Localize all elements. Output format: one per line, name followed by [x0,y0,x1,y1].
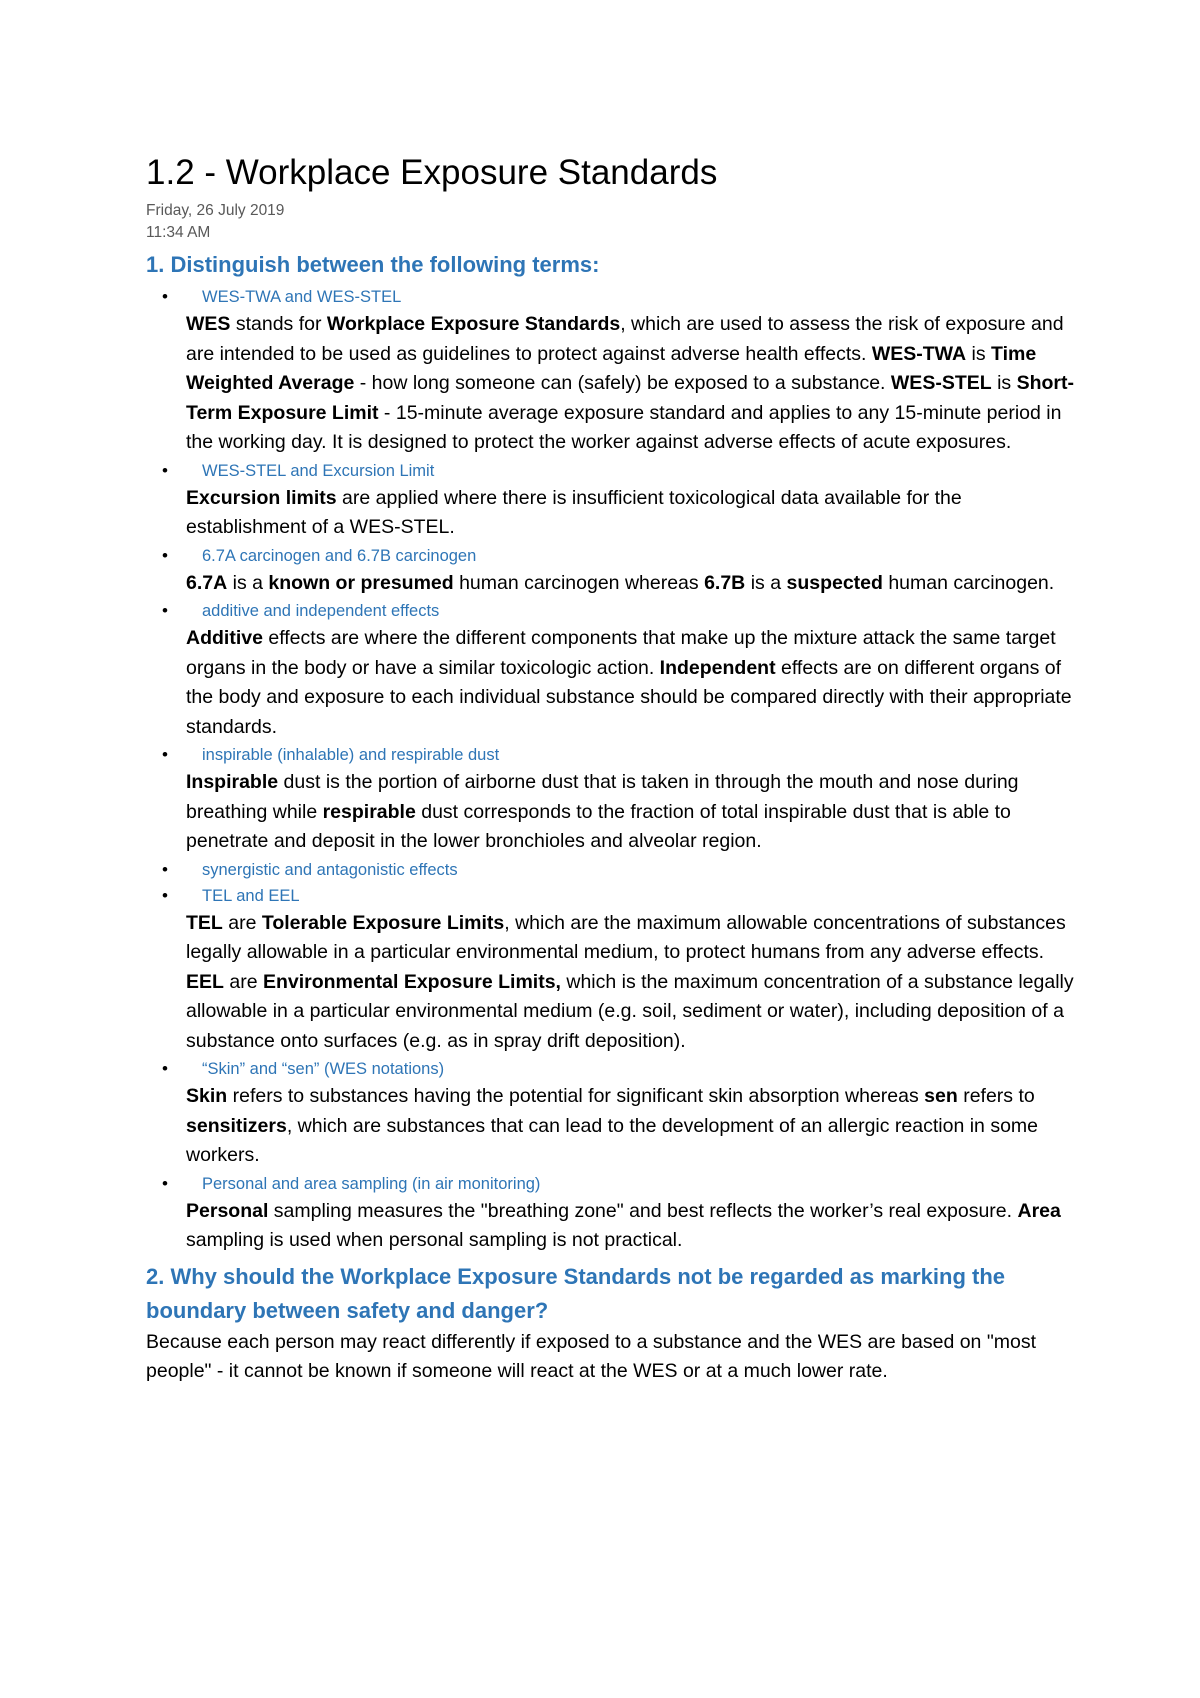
bullet-icon: • [162,859,168,879]
term-definition: Skin refers to substances having the potential for significant skin absorption whereas sen refers to sensitizers, which are substances that can lead to the development of an allergic reaction in some workers. [186,1085,1039,1166]
term-item [146,883,1086,1057]
question-1-heading: 1. Distinguish between the following terms: [146,252,600,277]
term-definition: TEL are Tolerable Exposure Limits, which are the maximum allowable concentrations of substances legally allowable in a particular environmental medium, to protect humans from any adverse effects. EEL are Environmental Exposure Limits, which is the maximum concentration of a substance legally allowable in a particular environmental medium (e.g. soil, sediment or water), including deposition of a substance onto surfaces (e.g. as in spray drift deposition). [186,911,1074,1052]
term-definition: WES stands for Workplace Exposure Standards, which are used to assess the risk of exposure and are intended to be used as guidelines to protect against adverse health effects. WES-TWA is Time Weighted Average - how long someone can (safely) be exposed to a substance. WES-STEL is Short-Term Exposure Limit - 15-minute average exposure standard and applies to any 15-minute period in the working day. It is designed to protect the worker against adverse effects of acute exposures. [186,313,1074,453]
bold-term: Additive [186,627,263,649]
bullet-icon: • [162,460,168,480]
bold-term: Personal [186,1199,269,1222]
bold-term: Environmental Exposure Limits, [262,970,561,993]
bold-term: known or presumed [268,571,454,594]
bold-term: WES [186,313,231,335]
bold-term: Time Weighted Average [186,342,1037,394]
bold-term: 6.7B [704,571,746,594]
question-2-heading: 2. Why should the Workplace Exposure Standards not be regarded as marking the boundary between safety and danger? [146,1263,1006,1323]
bold-term: suspected [786,571,883,594]
bullet-icon: • [162,885,168,905]
term-definition: Inspirable dust is the portion of airborne dust that is taken in through the mouth and nose during breathing while respirable dust corresponds to the fraction of total inspirable dust that is able to penetrate and deposit in the lower bronchioles and alveolar region. [186,771,1019,852]
term-list [146,284,1086,1256]
bullet-icon: • [162,545,168,565]
term-item [146,284,1086,458]
bold-term: TEL [186,911,223,934]
term-label: 6.7A carcinogen and 6.7B carcinogen [202,546,477,565]
page-title: 1.2 - Workplace Exposure Standards [146,153,718,192]
term-item [146,1171,1086,1256]
term-item [146,543,1086,599]
term-item [146,598,1086,742]
bold-term: WES-STEL [890,372,992,394]
term-item [146,1056,1086,1171]
term-label: inspirable (inhalable) and respirable dust [202,746,500,764]
term-definition: Excursion limits are applied where there is insufficient toxicological data available for the establishment of a WES-STEL. [186,486,962,538]
term-item [146,458,1086,543]
bold-term: EEL [186,970,224,993]
bullet-icon: • [162,287,168,306]
bold-term: Inspirable [186,771,279,793]
bullet-icon: • [162,1173,168,1193]
bullet-icon: • [162,1059,168,1078]
bold-term: sen [924,1085,958,1107]
bold-term: Area [1017,1199,1061,1222]
term-label: “Skin” and “sen” (WES notations) [202,1060,445,1078]
bold-term: Tolerable Exposure Limits [261,911,505,934]
note-page [146,150,1086,1387]
term-label: TEL and EEL [202,886,300,905]
term-label: Personal and area sampling (in air monitoring) [202,1174,541,1193]
term-label: WES-STEL and Excursion Limit [202,461,435,480]
question-2-answer: Because each person may react differently if exposed to a substance and the WES are based on "most people" - it cannot be known if someone will react at the WES or at a much lower rate. [146,1330,1036,1382]
note-date: Friday, 26 July 2019 [146,202,285,219]
note-time: 11:34 AM [146,224,211,241]
bold-term: Skin [186,1085,228,1107]
bold-term: Workplace Exposure Standards [326,313,621,335]
bullet-icon: • [162,745,168,764]
term-label: synergistic and antagonistic effects [202,860,458,879]
term-definition: Personal sampling measures the "breathing zone" and best reflects the worker’s real exposure. Area sampling is used when personal sampling is not practical. [186,1199,1061,1251]
bold-term: Short-Term Exposure Limit [186,372,1074,424]
term-definition: Additive effects are where the different components that make up the mixture attack the same target organs in the body or have a similar toxicologic action. Independent effects are on different organs of the body and exposure to each individual substance should be compared directly with their appropriate standards. [186,627,1072,738]
bold-term: Independent [659,656,776,679]
bullet-icon: • [162,601,168,620]
term-definition: 6.7A is a known or presumed human carcinogen whereas 6.7B is a suspected human carcinogen. [186,571,1055,594]
bold-term: WES-TWA [871,342,967,365]
bold-term: 6.7A [186,571,228,594]
term-label: WES-TWA and WES-STEL [202,288,402,306]
term-item [146,742,1086,857]
bold-term: sensitizers [186,1114,287,1137]
bold-term: Excursion limits [186,486,337,509]
term-item [146,857,1086,883]
term-label: additive and independent effects [202,602,440,620]
bold-term: respirable [322,800,416,823]
